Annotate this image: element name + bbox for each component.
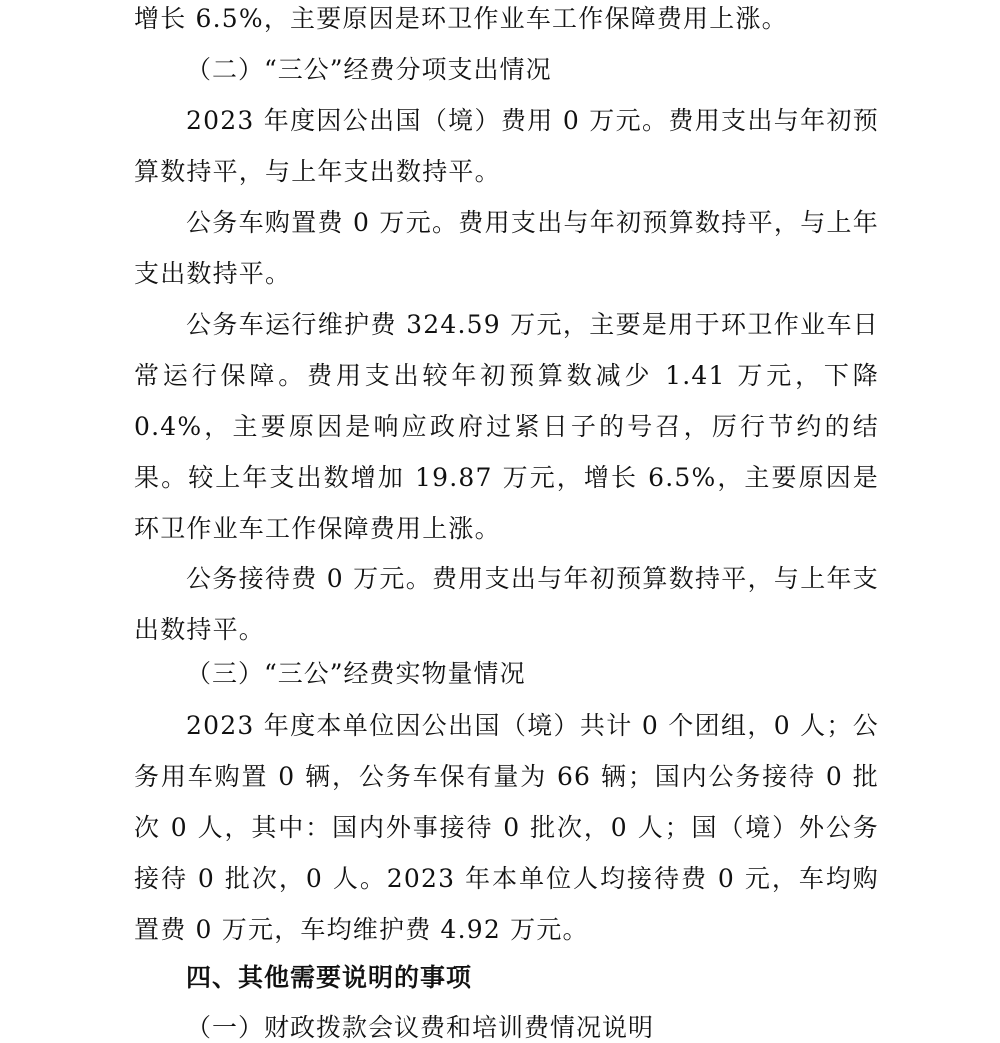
section-heading-physical-quantity: （三）“三公”经费实物量情况 (186, 659, 526, 688)
paragraph-reception: 公务接待费 0 万元。费用支出与年初预算数持平，与上年支出数持平。 (134, 564, 879, 644)
paragraph-overseas-travel: 2023 年度因公出国（境）费用 0 万元。费用支出与年初预算数持平，与上年支出数持平。 (134, 106, 879, 186)
section-heading-three-public-items: （二）“三公”经费分项支出情况 (186, 55, 552, 84)
section-heading-meeting-training-fees: （一）财政拨款会议费和培训费情况说明 (186, 1013, 655, 1042)
section-heading-other-matters: 四、其他需要说明的事项 (186, 963, 473, 992)
paragraph-vehicle-purchase: 公务车购置费 0 万元。费用支出与年初预算数持平，与上年支出数持平。 (134, 208, 879, 288)
paragraph-vehicle-maintenance: 公务车运行维护费 324.59 万元，主要是用于环卫作业车日常运行保障。费用支出较年初预算数减少 1.41 万元，下降 0.4%，主要原因是响应政府过紧日子的号召，厉行节约的结果。较上年支出数增加 19.87 万元，增长 6.5%，主要原因是环卫作业车工作保障费用上涨。 (134, 310, 879, 543)
paragraph-growth-continuation: 增长 6.5%，主要原因是环卫作业车工作保障费用上涨。 (134, 4, 788, 33)
paragraph-physical-quantity: 2023 年度本单位因公出国（境）共计 0 个团组，0 人；公务用车购置 0 辆，公务车保有量为 66 辆；国内公务接待 0 批次 0 人，其中：国内外事接待 0 批次，0 人；国（境）外公务接待 0 批次，0 人。2023 年本单位人均接待费 0 元，车均购置费 0 万元，车均维护费 4.92 万元。 (134, 711, 879, 944)
